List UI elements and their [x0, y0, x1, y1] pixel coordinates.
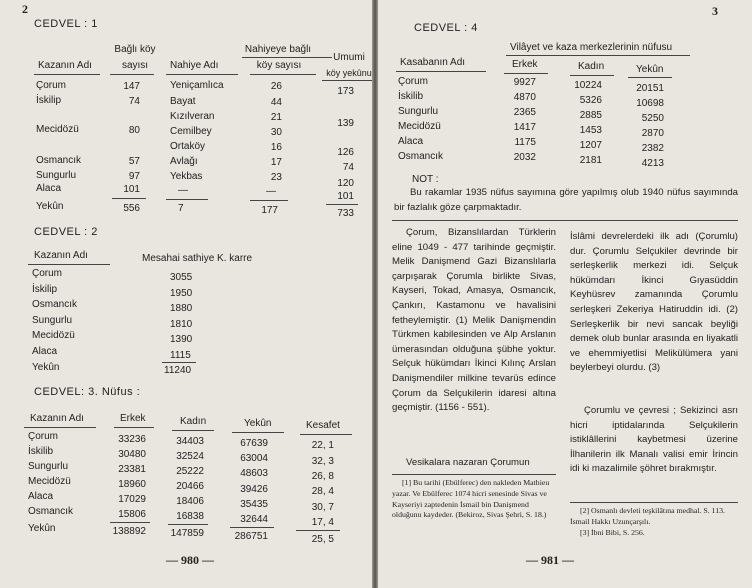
table1-row-kaza: Yekûn — [36, 201, 64, 212]
table3-row-kesafet: 26, 8 — [311, 471, 334, 482]
table1-header-bagli-1: Bağlı köy — [114, 44, 156, 55]
table1-row-koy: 556 — [123, 203, 140, 214]
left-page — [0, 0, 372, 588]
note-label: NOT : — [412, 174, 439, 185]
table2-row-name: İskilip — [32, 284, 58, 295]
table1-umumi: 120 — [337, 178, 354, 189]
table2-row-value: 1880 — [170, 303, 193, 314]
table1-row-koy: 147 — [123, 81, 140, 92]
page-number: 2 — [22, 2, 28, 16]
table4-row-name: Çorum — [398, 76, 429, 87]
table1-umumi: 101 — [337, 191, 354, 202]
table3-row-kadin: 25222 — [176, 466, 204, 477]
footnote-2: [2] Osmanlı devleti teşkilâtına medhal. S. 113. İsmail Hakkı Uzunçarşılı. — [570, 506, 726, 526]
table1-header-kaza: Kazanın Adı — [38, 60, 92, 71]
table1-row-koy: 57 — [128, 156, 140, 167]
footer-page-number: — 981 — — [526, 553, 574, 567]
table1-nahiye-koy: — — [266, 186, 276, 197]
table4-row-erkek: 2365 — [513, 107, 536, 118]
table1-umumi: 173 — [337, 86, 354, 97]
table4-super-header: Vilâyet ve kaza merkezlerinin nüfusu — [510, 42, 673, 53]
table2-header-kaza: Kazanın Adı — [34, 250, 88, 261]
table3-row-yekun: 39426 — [240, 484, 268, 495]
body-column-right-continued: Çorumlu ve çevresi ; Sekizinci asrı hicri iptidalarında Selçukilerin istiklâllerini kaybetmesi üzerine İlhanilerin ilk Manalı valisi emir İrincin idi ki mazalimile şöhret bırakmıştır. — [570, 405, 738, 475]
table1-row-koy: 74 — [128, 96, 140, 107]
table2-row-value: 3055 — [170, 272, 193, 283]
table3-row-erkek: 138892 — [112, 526, 146, 537]
table1-nahiye: Yekbas — [170, 171, 203, 182]
table4-header-kasaba: Kasabanın Adı — [400, 57, 466, 68]
table4-title: CEDVEL : 4 — [414, 22, 478, 34]
table2-row-value: 1115 — [170, 350, 191, 361]
note-text: Bu rakamlar 1935 nüfus sayımına göre yapılmış olub 1940 nüfus sayımında bir fazlalık göze çarpmaktadır. — [394, 187, 738, 213]
table3-row-yekun: 67639 — [240, 438, 268, 449]
table4-row-erkek: 9927 — [513, 77, 536, 88]
table1-nahiye: Bayat — [170, 96, 196, 107]
table4-header-erkek: Erkek — [512, 59, 538, 70]
table1-row-kaza: Alaca — [36, 183, 62, 194]
table1-nahiye-koy: 177 — [261, 205, 278, 216]
table3-row-yekun: 35435 — [240, 499, 268, 510]
table3-row-erkek: 23381 — [118, 464, 146, 475]
table3-row-kadin: 18406 — [176, 496, 204, 507]
table3-row-name: Sungurlu — [28, 461, 69, 472]
table4-row-kadin: 5326 — [579, 95, 602, 106]
table3-row-yekun: 286751 — [234, 531, 268, 542]
table1-header-umumi-1: Umumi — [333, 52, 365, 63]
body-column-right: İslâmi devrelerdeki ilk adı (Çorumlu) dur. Çorumlu Selçukiler devrinde bir serleşkerlik merkezi idi. Selçuk hükümdarı İkinci Gıyasüddin Keyhüsrev zamanında Çorumlu serleşkeri Zekeriya Hatiruddin idi. (2) Serleşkerlik bir nevi sancak beyliği demek olub bunlar arasında en liyakatli ve ehemmiyetlisi Melikülümera yani beylerbeyi olurdu. (3) — [570, 231, 738, 374]
page-number: 3 — [712, 4, 718, 18]
right-page — [378, 0, 752, 588]
table1-nahiye-koy: 26 — [270, 81, 282, 92]
table3-row-erkek: 15806 — [118, 509, 146, 520]
table1-umumi: 126 — [337, 147, 354, 158]
table1-nahiye: Ortaköy — [170, 141, 206, 152]
table1-nahiye-koy: 30 — [270, 127, 282, 138]
table3-row-yekun: 63004 — [240, 453, 268, 464]
table4-row-erkek: 4870 — [513, 92, 536, 103]
table3-row-kesafet: 32, 3 — [311, 456, 334, 467]
footnote-3: [3] İbni Bibi, S. 256. — [580, 528, 645, 537]
table1-title: CEDVEL : 1 — [34, 18, 98, 30]
body-column-left: Çorum, Bizanslılardan Türklerin eline 1049 - 477 tarihinde geçmiştir. Melik Danişmend Gazi Bizanslılarla çarpışarak Çorumla birlikte Sivas, Kayseri, Tokad, Amasya, Osmancık, Çankırı, Kastamonu ve havalisini fetheylemiştir. (1) Melik Danişmendin Türkmen kabilesinden ve Alp Arslanın ümerasından olduğuna şübhe yoktur. Selçuk hükümdarı İkinci Kılınç Arslan Danişmendiler milkine tevarüs edince Çorum da Selçukilerin idaresi altına geçmiştir. (1156 - 551). — [392, 227, 556, 414]
table1-umumi: 139 — [337, 118, 354, 129]
table3-row-kesafet: 17, 4 — [311, 517, 334, 528]
table1-nahiye: 7 — [178, 203, 184, 214]
table4-row-name: Mecidözü — [398, 121, 441, 132]
table3-row-kesafet: 22, 1 — [311, 440, 334, 451]
table3-row-kadin: 16838 — [176, 511, 204, 522]
table3-row-kadin: 34403 — [176, 436, 204, 447]
table3-row-kadin: 20466 — [176, 481, 204, 492]
footer-page-number: — 980 — — [166, 553, 214, 567]
table3-header-yekun: Yekûn — [244, 418, 272, 429]
table1-row-kaza: Sungurlu — [36, 170, 77, 181]
table1-nahiye: Yeniçamlıca — [170, 80, 224, 91]
table3-header-kaza: Kazanın Adı — [30, 413, 84, 424]
table3-row-kesafet: 25, 5 — [311, 534, 334, 545]
table1-header-umumi-2: köy yekûnu — [326, 68, 372, 78]
body-column-left-continued: Vesikalara nazaran Çorumun — [406, 457, 530, 468]
table4-row-kadin: 1453 — [579, 125, 602, 136]
table1-nahiye-koy: 17 — [270, 157, 282, 168]
table3-row-erkek: 18960 — [118, 479, 146, 490]
table4-row-erkek: 1417 — [513, 122, 536, 133]
footnote-1: [1] Bu tarihi (Ebülferec) den nakleden Mathieu yazar. Ve Ebülferec 1074 hicri senesinde Sivas ve Kayseriyi zaptedenin İsmail bin Danişmend olduğunu kaydeder. (Bekiroz, Sivas Şehri, S. 18.) — [392, 478, 550, 520]
table1-header-nbagli-1: Nahiyeye bağlı — [244, 44, 312, 55]
table4-header-kadin: Kadın — [578, 61, 605, 72]
table1-umumi: 733 — [337, 208, 354, 219]
table3-row-kesafet: 30, 7 — [311, 502, 334, 513]
table4-row-kadin: 2885 — [579, 110, 602, 121]
table3-header-kesafet: Kesafet — [306, 420, 340, 431]
table3-row-erkek: 30480 — [118, 449, 146, 460]
table3-header-erkek: Erkek — [120, 413, 146, 424]
table3-row-erkek: 17029 — [118, 494, 146, 505]
table1-nahiye: Kızılveran — [170, 111, 215, 122]
table1-umumi: 74 — [342, 162, 354, 173]
table4-row-kadin: 10224 — [574, 80, 602, 91]
table3-row-kesafet: 28, 4 — [311, 486, 334, 497]
table4-row-erkek: 2032 — [513, 152, 536, 163]
table2-title: CEDVEL : 2 — [34, 226, 98, 238]
table1-nahiye: — — [178, 185, 188, 196]
table4-header-yekun: Yekûn — [636, 64, 664, 75]
table2-row-name: Yekûn — [32, 362, 60, 373]
table1-nahiye-koy: 21 — [270, 112, 282, 123]
table3-row-name: İskilib — [28, 446, 54, 457]
table3-row-name: Çorum — [28, 431, 59, 442]
table2-row-name: Sungurlu — [32, 315, 73, 326]
table3-row-name: Yekûn — [28, 523, 56, 534]
table3-row-kadin: 32524 — [176, 451, 204, 462]
table1-header-bagli-2: sayısı — [121, 60, 149, 71]
table1-nahiye-koy: 44 — [270, 97, 282, 108]
table1-row-koy: 80 — [128, 125, 140, 136]
table4-row-yekun: 2382 — [641, 143, 664, 154]
table3-row-erkek: 33236 — [118, 434, 146, 445]
table4-row-yekun: 10698 — [636, 98, 664, 109]
table2-row-value: 1950 — [170, 288, 193, 299]
table4-row-erkek: 1175 — [514, 137, 536, 148]
table3-row-name: Osmancık — [28, 506, 74, 517]
table4-row-yekun: 20151 — [636, 83, 664, 94]
table4-row-name: Osmancık — [398, 151, 444, 162]
table1-row-kaza: İskilip — [36, 95, 62, 106]
table2-row-value: 11240 — [164, 365, 192, 376]
table1-row-kaza: Çorum — [36, 80, 67, 91]
table4-row-yekun: 5250 — [641, 113, 664, 124]
table4-row-kadin: 2181 — [579, 155, 602, 166]
table2-row-name: Çorum — [32, 268, 63, 279]
table4-row-name: Alaca — [398, 136, 424, 147]
table1-header-nahiye: Nahiye Adı — [170, 60, 219, 71]
table2-row-name: Alaca — [32, 346, 58, 357]
table1-nahiye: Avlağı — [170, 156, 198, 167]
table1-nahiye-koy: 23 — [270, 172, 282, 183]
table1-nahiye-koy: 16 — [270, 142, 282, 153]
table1-row-koy: 97 — [128, 171, 140, 182]
table1-row-koy: 101 — [123, 184, 140, 195]
table3-row-name: Mecidözü — [28, 476, 71, 487]
table2-row-name: Mecidözü — [32, 330, 75, 341]
table3-title: CEDVEL: 3. Nüfus : — [34, 386, 141, 398]
table4-row-yekun: 2870 — [641, 128, 664, 139]
table4-row-name: Sungurlu — [398, 106, 439, 117]
table3-header-kadin: Kadın — [180, 416, 207, 427]
table3-row-yekun: 48603 — [240, 468, 268, 479]
table1-header-nbagli-2: köy sayısı — [256, 60, 302, 71]
table1-row-kaza: Osmancık — [36, 155, 82, 166]
table4-row-yekun: 4213 — [641, 158, 664, 169]
table2-row-name: Osmancık — [32, 299, 78, 310]
table4-row-kadin: 1207 — [579, 140, 602, 151]
table1-nahiye: Cemilbey — [170, 126, 212, 137]
table3-row-yekun: 32644 — [240, 514, 268, 525]
table4-row-name: İskilib — [398, 91, 424, 102]
table1-row-kaza: Mecidözü — [36, 124, 79, 135]
table2-row-value: 1810 — [170, 319, 193, 330]
table2-header-mesahai: Mesahai sathiye K. karre — [142, 253, 253, 264]
table2-row-value: 1390 — [170, 334, 193, 345]
table3-row-kadin: 147859 — [170, 528, 204, 539]
table3-row-name: Alaca — [28, 491, 54, 502]
